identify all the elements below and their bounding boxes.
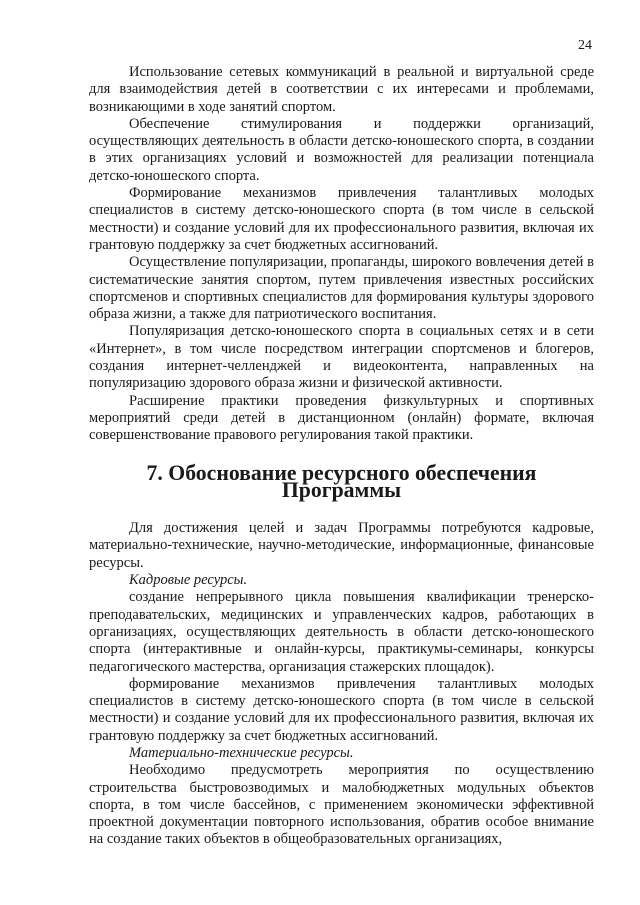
staff-resources-label: Кадровые ресурсы. (129, 572, 248, 589)
section-intro: Для достижения целей и задач Программы потребуются кадровые, материально-технические, научно-методические, информационные, финансовые ресурсы. (89, 520, 594, 571)
staff-item-talent: формирование механизмов привлечения талантливых молодых специалистов в систему детско-юношеского спорта (в том числе в сельской местности) и создание условий для их профессионального развития, включая их грантовую поддержку за счет бюджетных ассигнований. (89, 675, 594, 744)
paragraph-talent-mechanisms: Формирование механизмов привлечения талантливых молодых специалистов в систему детско-юношеского спорта (в том числе в сельской местности) и создание условий для их профессионального развития, включая их грантовую поддержку за счет бюджетных ассигнований. (89, 185, 594, 253)
document-body (89, 64, 594, 849)
staff-item-training: создание непрерывного цикла повышения квалификации тренерско-преподавательских, медицинских и управленческих кадров, работающих в организациях, осуществляющих деятельность в области детско-юношеского спорта (интерактивные и онлайн-курсы, практикумы-семинары, конкурсы педагогического мастерства, организация стажерских площадок). (89, 589, 594, 675)
page-number: 24 (578, 38, 592, 53)
paragraph-online-events: Расширение практики проведения физкультурных и спортивных мероприятий среди детей в дистанционном (онлайн) формате, включая совершенствование правового регулирования такой практики. (89, 392, 594, 444)
paragraph-popularization: Осуществление популяризации, пропаганды, широкого вовлечения детей в систематические занятия спортом, путем привлечения известных российских спортсменов и спортивных специалистов для формирования культуры здорового образа жизни, а также для патриотического воспитания. (89, 254, 594, 323)
material-resources-text: Необходимо предусмотреть мероприятия по осуществлению строительства быстровозводимых и малобюджетных модульных объектов спорта, в том числе бассейнов, с применением экономически эффективной проектной документации повторного использования, обратив особое внимание на создание таких объектов в общеобразовательных организациях, (89, 762, 594, 848)
paragraph-network-communications: Использование сетевых коммуникаций в реальной и виртуальной среде для взаимодействия детей в соответствии с их интересами и проблемами, возникающими в ходе занятий спортом. (89, 64, 594, 115)
section-heading: 7. Обоснование ресурсного обеспечения Программы (146, 460, 537, 502)
paragraph-stimulation-support: Обеспечение стимулирования и поддержки организаций, осуществляющих деятельность в области детско-юношеского спорта, в создании в этих организациях условий и возможностей для реализации потенциала детско-юношеского спорта. (89, 115, 594, 184)
material-resources-label: Материально-технические ресурсы. (129, 744, 354, 761)
paragraph-social-networks: Популяризация детско-юношеского спорта в социальных сетях и в сети «Интернет», в том числе посредством интеграции спортсменов и блогеров, создания интернет-челленджей и видеоконтента, направленных на популяризацию здорового образа жизни и физической активности. (89, 323, 594, 392)
